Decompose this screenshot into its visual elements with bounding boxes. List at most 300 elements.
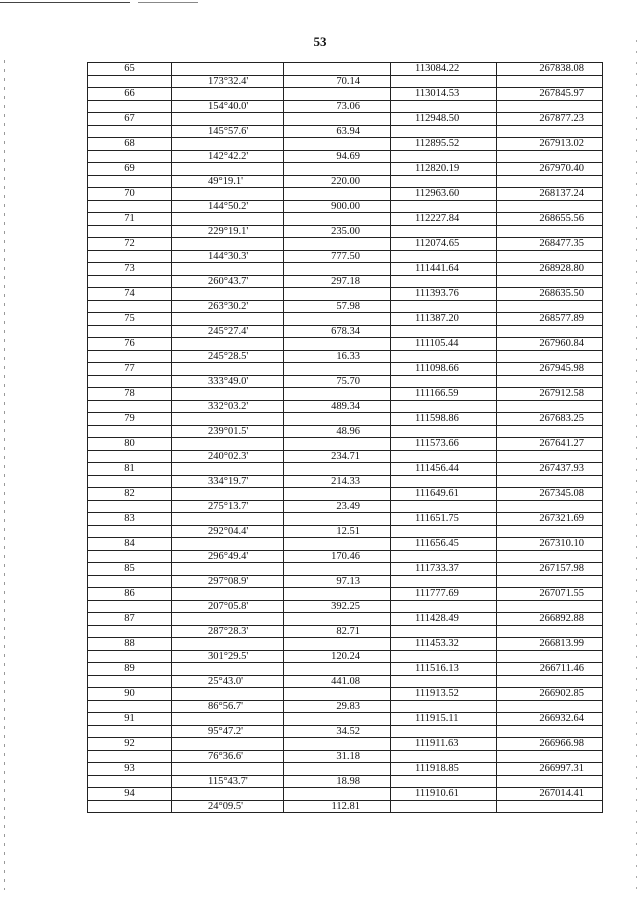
angle-cell (172, 88, 284, 101)
length-cell (284, 513, 391, 526)
point-number-cell (88, 425, 172, 438)
length-cell: 441.08 (284, 675, 391, 688)
length-cell (284, 213, 391, 226)
segment-row (88, 725, 603, 738)
point-row (88, 138, 603, 151)
point-row (88, 613, 603, 626)
point-number-cell (88, 275, 172, 288)
point-row (88, 413, 603, 426)
point-row (88, 538, 603, 551)
angle-cell: 95°47.2' (172, 725, 284, 738)
length-cell (284, 63, 391, 76)
x-coordinate-cell: 111911.63 (391, 738, 497, 751)
y-coordinate-cell (497, 575, 603, 588)
y-coordinate-cell (497, 250, 603, 263)
x-coordinate-cell (391, 550, 497, 563)
point-number-cell: 78 (88, 388, 172, 401)
angle-cell (172, 563, 284, 576)
y-coordinate-cell: 268635.50 (497, 288, 603, 301)
y-coordinate-cell (497, 525, 603, 538)
angle-cell (172, 113, 284, 126)
angle-cell (172, 263, 284, 276)
angle-cell (172, 663, 284, 676)
angle-cell (172, 313, 284, 326)
angle-cell: 207°05.8' (172, 600, 284, 613)
length-cell: 75.70 (284, 375, 391, 388)
length-cell (284, 613, 391, 626)
length-cell: 16.33 (284, 350, 391, 363)
point-number-cell: 93 (88, 763, 172, 776)
angle-cell (172, 738, 284, 751)
point-number-cell (88, 600, 172, 613)
x-coordinate-cell (391, 600, 497, 613)
point-number-cell (88, 700, 172, 713)
y-coordinate-cell (497, 650, 603, 663)
y-coordinate-cell (497, 700, 603, 713)
length-cell (284, 663, 391, 676)
point-number-cell (88, 625, 172, 638)
angle-cell (172, 588, 284, 601)
point-row (88, 463, 603, 476)
length-cell: 235.00 (284, 225, 391, 238)
x-coordinate-cell: 111387.20 (391, 313, 497, 326)
segment-row (88, 300, 603, 313)
length-cell: 489.34 (284, 400, 391, 413)
angle-cell: 245°28.5' (172, 350, 284, 363)
x-coordinate-cell (391, 125, 497, 138)
point-number-cell (88, 525, 172, 538)
angle-cell (172, 213, 284, 226)
x-coordinate-cell (391, 325, 497, 338)
angle-cell: 24°09.5' (172, 800, 284, 813)
x-coordinate-cell: 112227.84 (391, 213, 497, 226)
x-coordinate-cell: 111777.69 (391, 588, 497, 601)
segment-row (88, 775, 603, 788)
segment-row (88, 750, 603, 763)
length-cell (284, 788, 391, 801)
point-number-cell: 75 (88, 313, 172, 326)
angle-cell: 297°08.9' (172, 575, 284, 588)
segment-row (88, 475, 603, 488)
length-cell: 48.96 (284, 425, 391, 438)
point-number-cell (88, 675, 172, 688)
point-row (88, 713, 603, 726)
y-coordinate-cell (497, 400, 603, 413)
scan-right-edge (636, 40, 637, 890)
length-cell (284, 263, 391, 276)
length-cell (284, 463, 391, 476)
x-coordinate-cell: 111441.64 (391, 263, 497, 276)
point-number-cell: 92 (88, 738, 172, 751)
x-coordinate-cell: 111573.66 (391, 438, 497, 451)
x-coordinate-cell: 111456.44 (391, 463, 497, 476)
point-number-cell (88, 400, 172, 413)
point-number-cell (88, 225, 172, 238)
y-coordinate-cell (497, 350, 603, 363)
point-number-cell (88, 550, 172, 563)
x-coordinate-cell (391, 675, 497, 688)
x-coordinate-cell (391, 250, 497, 263)
point-number-cell: 90 (88, 688, 172, 701)
angle-cell (172, 188, 284, 201)
point-number-cell: 77 (88, 363, 172, 376)
x-coordinate-cell: 111651.75 (391, 513, 497, 526)
x-coordinate-cell: 112963.60 (391, 188, 497, 201)
point-number-cell (88, 800, 172, 813)
length-cell (284, 738, 391, 751)
y-coordinate-cell (497, 300, 603, 313)
x-coordinate-cell: 111598.86 (391, 413, 497, 426)
y-coordinate-cell: 268477.35 (497, 238, 603, 251)
x-coordinate-cell (391, 750, 497, 763)
x-coordinate-cell: 111656.45 (391, 538, 497, 551)
angle-cell: 145°57.6' (172, 125, 284, 138)
angle-cell (172, 163, 284, 176)
point-number-cell: 85 (88, 563, 172, 576)
y-coordinate-cell: 266711.46 (497, 663, 603, 676)
y-coordinate-cell (497, 275, 603, 288)
segment-row (88, 325, 603, 338)
length-cell (284, 138, 391, 151)
angle-cell (172, 63, 284, 76)
point-number-cell: 88 (88, 638, 172, 651)
length-cell (284, 538, 391, 551)
x-coordinate-cell: 111649.61 (391, 488, 497, 501)
x-coordinate-cell: 111733.37 (391, 563, 497, 576)
point-number-cell: 65 (88, 63, 172, 76)
x-coordinate-cell: 111913.52 (391, 688, 497, 701)
coordinates-table (87, 62, 603, 813)
x-coordinate-cell (391, 100, 497, 113)
x-coordinate-cell (391, 650, 497, 663)
length-cell (284, 688, 391, 701)
x-coordinate-cell: 112948.50 (391, 113, 497, 126)
x-coordinate-cell (391, 150, 497, 163)
point-row (88, 213, 603, 226)
x-coordinate-cell (391, 300, 497, 313)
y-coordinate-cell (497, 750, 603, 763)
segment-row (88, 625, 603, 638)
point-number-cell (88, 200, 172, 213)
length-cell (284, 563, 391, 576)
point-number-cell: 67 (88, 113, 172, 126)
y-coordinate-cell: 267641.27 (497, 438, 603, 451)
point-row (88, 788, 603, 801)
point-row (88, 663, 603, 676)
x-coordinate-cell (391, 225, 497, 238)
y-coordinate-cell (497, 100, 603, 113)
point-number-cell (88, 375, 172, 388)
angle-cell (172, 338, 284, 351)
point-number-cell (88, 125, 172, 138)
length-cell: 57.98 (284, 300, 391, 313)
y-coordinate-cell: 268137.24 (497, 188, 603, 201)
y-coordinate-cell (497, 625, 603, 638)
length-cell (284, 363, 391, 376)
angle-cell (172, 788, 284, 801)
point-number-cell: 81 (88, 463, 172, 476)
angle-cell (172, 513, 284, 526)
point-number-cell: 82 (88, 488, 172, 501)
x-coordinate-cell: 111453.32 (391, 638, 497, 651)
y-coordinate-cell (497, 225, 603, 238)
point-number-cell (88, 350, 172, 363)
length-cell (284, 113, 391, 126)
point-number-cell (88, 575, 172, 588)
point-row (88, 63, 603, 76)
y-coordinate-cell (497, 675, 603, 688)
angle-cell: 115°43.7' (172, 775, 284, 788)
point-number-cell: 76 (88, 338, 172, 351)
point-number-cell (88, 500, 172, 513)
x-coordinate-cell (391, 775, 497, 788)
point-number-cell (88, 450, 172, 463)
point-row (88, 563, 603, 576)
angle-cell (172, 438, 284, 451)
length-cell: 82.71 (284, 625, 391, 638)
point-row (88, 263, 603, 276)
length-cell: 234.71 (284, 450, 391, 463)
point-row (88, 163, 603, 176)
length-cell (284, 88, 391, 101)
y-coordinate-cell: 268655.56 (497, 213, 603, 226)
point-row (88, 363, 603, 376)
scan-left-edge (4, 60, 5, 890)
length-cell (284, 388, 391, 401)
point-number-cell: 91 (88, 713, 172, 726)
point-row (88, 188, 603, 201)
y-coordinate-cell: 266892.88 (497, 613, 603, 626)
angle-cell (172, 713, 284, 726)
length-cell (284, 188, 391, 201)
point-row (88, 588, 603, 601)
segment-row (88, 175, 603, 188)
angle-cell: 275°13.7' (172, 500, 284, 513)
angle-cell: 142°42.2' (172, 150, 284, 163)
coordinates-table-body (88, 63, 603, 813)
point-row (88, 638, 603, 651)
point-number-cell (88, 250, 172, 263)
angle-cell (172, 613, 284, 626)
y-coordinate-cell (497, 550, 603, 563)
point-number-cell: 79 (88, 413, 172, 426)
length-cell: 112.81 (284, 800, 391, 813)
y-coordinate-cell: 267838.08 (497, 63, 603, 76)
angle-cell (172, 413, 284, 426)
x-coordinate-cell: 111915.11 (391, 713, 497, 726)
point-number-cell (88, 325, 172, 338)
point-number-cell: 71 (88, 213, 172, 226)
x-coordinate-cell (391, 625, 497, 638)
angle-cell: 239°01.5' (172, 425, 284, 438)
y-coordinate-cell (497, 600, 603, 613)
point-number-cell (88, 750, 172, 763)
point-number-cell (88, 475, 172, 488)
length-cell: 70.14 (284, 75, 391, 88)
x-coordinate-cell: 111393.76 (391, 288, 497, 301)
y-coordinate-cell (497, 475, 603, 488)
y-coordinate-cell: 267310.10 (497, 538, 603, 551)
point-number-cell (88, 150, 172, 163)
segment-row (88, 400, 603, 413)
length-cell: 73.06 (284, 100, 391, 113)
angle-cell: 86°56.7' (172, 700, 284, 713)
y-coordinate-cell: 266902.85 (497, 688, 603, 701)
y-coordinate-cell: 267321.69 (497, 513, 603, 526)
angle-cell: 144°50.2' (172, 200, 284, 213)
length-cell: 34.52 (284, 725, 391, 738)
angle-cell (172, 238, 284, 251)
x-coordinate-cell: 111516.13 (391, 663, 497, 676)
x-coordinate-cell (391, 725, 497, 738)
point-number-cell (88, 75, 172, 88)
point-number-cell: 72 (88, 238, 172, 251)
segment-row (88, 450, 603, 463)
y-coordinate-cell (497, 800, 603, 813)
y-coordinate-cell (497, 125, 603, 138)
length-cell (284, 238, 391, 251)
y-coordinate-cell: 268577.89 (497, 313, 603, 326)
y-coordinate-cell: 266813.99 (497, 638, 603, 651)
point-number-cell (88, 775, 172, 788)
point-number-cell (88, 725, 172, 738)
x-coordinate-cell: 112074.65 (391, 238, 497, 251)
x-coordinate-cell: 111910.61 (391, 788, 497, 801)
x-coordinate-cell (391, 450, 497, 463)
segment-row (88, 800, 603, 813)
x-coordinate-cell (391, 525, 497, 538)
y-coordinate-cell: 266966.98 (497, 738, 603, 751)
angle-cell (172, 638, 284, 651)
segment-row (88, 375, 603, 388)
length-cell (284, 763, 391, 776)
point-row (88, 388, 603, 401)
angle-cell (172, 388, 284, 401)
x-coordinate-cell (391, 200, 497, 213)
y-coordinate-cell: 267345.08 (497, 488, 603, 501)
segment-row (88, 525, 603, 538)
point-number-cell: 73 (88, 263, 172, 276)
y-coordinate-cell: 267970.40 (497, 163, 603, 176)
length-cell: 12.51 (284, 525, 391, 538)
length-cell: 220.00 (284, 175, 391, 188)
length-cell: 214.33 (284, 475, 391, 488)
length-cell: 392.25 (284, 600, 391, 613)
length-cell (284, 638, 391, 651)
point-number-cell (88, 650, 172, 663)
point-row (88, 238, 603, 251)
segment-row (88, 125, 603, 138)
length-cell (284, 588, 391, 601)
scan-top-rule (0, 0, 640, 5)
length-cell: 777.50 (284, 250, 391, 263)
length-cell: 29.83 (284, 700, 391, 713)
point-number-cell: 69 (88, 163, 172, 176)
point-number-cell: 84 (88, 538, 172, 551)
angle-cell: 76°36.6' (172, 750, 284, 763)
y-coordinate-cell: 267912.58 (497, 388, 603, 401)
point-number-cell: 94 (88, 788, 172, 801)
angle-cell (172, 288, 284, 301)
angle-cell: 287°28.3' (172, 625, 284, 638)
y-coordinate-cell (497, 150, 603, 163)
angle-cell: 25°43.0' (172, 675, 284, 688)
x-coordinate-cell (391, 500, 497, 513)
point-row (88, 313, 603, 326)
length-cell: 900.00 (284, 200, 391, 213)
y-coordinate-cell (497, 725, 603, 738)
point-row (88, 513, 603, 526)
angle-cell: 301°29.5' (172, 650, 284, 663)
y-coordinate-cell (497, 325, 603, 338)
x-coordinate-cell: 113014.53 (391, 88, 497, 101)
point-number-cell: 89 (88, 663, 172, 676)
length-cell: 31.18 (284, 750, 391, 763)
point-number-cell (88, 175, 172, 188)
point-row (88, 688, 603, 701)
segment-row (88, 100, 603, 113)
point-number-cell: 74 (88, 288, 172, 301)
x-coordinate-cell: 111918.85 (391, 763, 497, 776)
segment-row (88, 225, 603, 238)
x-coordinate-cell (391, 425, 497, 438)
length-cell (284, 313, 391, 326)
y-coordinate-cell (497, 775, 603, 788)
angle-cell (172, 538, 284, 551)
point-row (88, 288, 603, 301)
angle-cell: 333°49.0' (172, 375, 284, 388)
x-coordinate-cell: 111105.44 (391, 338, 497, 351)
page-number: 53 (313, 34, 327, 49)
segment-row (88, 675, 603, 688)
length-cell: 23.49 (284, 500, 391, 513)
angle-cell: 229°19.1' (172, 225, 284, 238)
x-coordinate-cell (391, 700, 497, 713)
length-cell: 120.24 (284, 650, 391, 663)
length-cell (284, 338, 391, 351)
segment-row (88, 500, 603, 513)
length-cell: 94.69 (284, 150, 391, 163)
point-row (88, 338, 603, 351)
y-coordinate-cell: 267071.55 (497, 588, 603, 601)
length-cell (284, 438, 391, 451)
length-cell: 18.98 (284, 775, 391, 788)
length-cell: 297.18 (284, 275, 391, 288)
segment-row (88, 700, 603, 713)
y-coordinate-cell: 267960.84 (497, 338, 603, 351)
x-coordinate-cell (391, 75, 497, 88)
point-number-cell: 83 (88, 513, 172, 526)
point-number-cell: 80 (88, 438, 172, 451)
point-number-cell: 66 (88, 88, 172, 101)
y-coordinate-cell: 267945.98 (497, 363, 603, 376)
length-cell (284, 288, 391, 301)
angle-cell: 332°03.2' (172, 400, 284, 413)
angle-cell (172, 763, 284, 776)
length-cell (284, 163, 391, 176)
length-cell (284, 488, 391, 501)
y-coordinate-cell: 267014.41 (497, 788, 603, 801)
segment-row (88, 350, 603, 363)
length-cell: 678.34 (284, 325, 391, 338)
x-coordinate-cell: 113084.22 (391, 63, 497, 76)
point-row (88, 488, 603, 501)
angle-cell: 260°43.7' (172, 275, 284, 288)
angle-cell: 154°40.0' (172, 100, 284, 113)
angle-cell (172, 138, 284, 151)
angle-cell: 245°27.4' (172, 325, 284, 338)
point-number-cell: 70 (88, 188, 172, 201)
